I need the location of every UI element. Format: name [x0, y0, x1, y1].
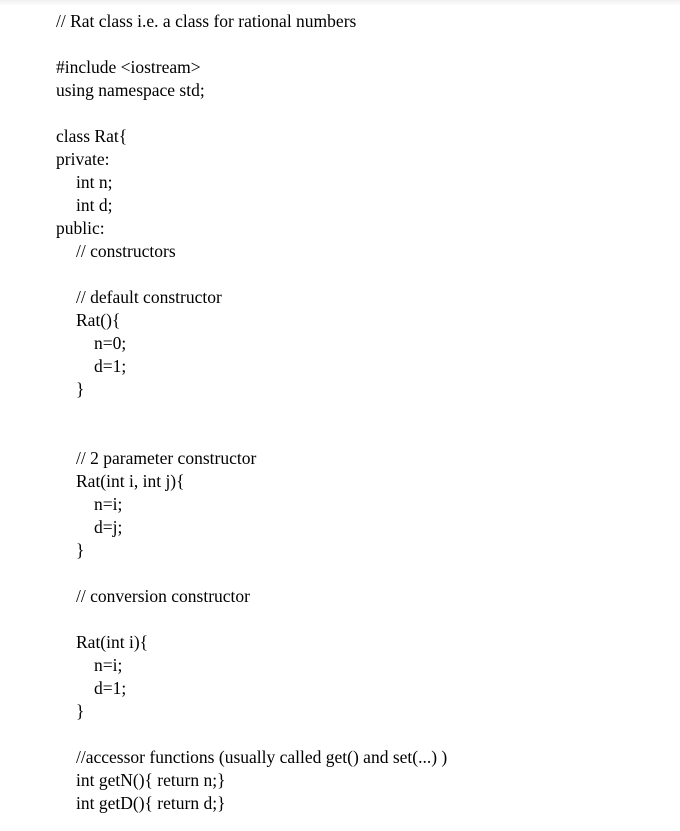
default-assign-d: d=1;: [94, 356, 127, 376]
getter-getD: int getD(){ return d;}: [76, 793, 226, 813]
two-param-assign-d: d=j;: [94, 517, 123, 537]
field-n: int n;: [76, 172, 113, 192]
conversion-constructor-signature: Rat(int i){: [76, 632, 149, 652]
comment-two-param-constructor: // 2 parameter constructor: [76, 448, 257, 468]
getter-getN: int getN(){ return n;}: [76, 770, 226, 790]
field-d: int d;: [76, 195, 113, 215]
two-param-assign-n: n=i;: [94, 494, 123, 514]
private-label: private:: [56, 149, 110, 169]
comment-constructors: // constructors: [76, 241, 176, 261]
include-line: #include <iostream>: [56, 57, 201, 77]
default-assign-n: n=0;: [94, 333, 127, 353]
page-top-edge: [0, 0, 680, 6]
comment-conversion-constructor: // conversion constructor: [76, 586, 250, 606]
namespace-line: using namespace std;: [56, 80, 205, 100]
comment-class-description: // Rat class i.e. a class for rational numbers: [56, 11, 357, 31]
comment-accessor-functions: //accessor functions (usually called get() and set(...) ): [76, 747, 448, 767]
two-param-constructor-signature: Rat(int i, int j){: [76, 471, 185, 491]
two-param-constructor-close: }: [76, 540, 85, 560]
public-label: public:: [56, 218, 105, 238]
default-constructor-signature: Rat(){: [76, 310, 121, 330]
conversion-assign-d: d=1;: [94, 678, 127, 698]
default-constructor-close: }: [76, 379, 85, 399]
comment-default-constructor: // default constructor: [76, 287, 222, 307]
conversion-assign-n: n=i;: [94, 655, 123, 675]
class-declaration: class Rat{: [56, 126, 128, 146]
conversion-constructor-close: }: [76, 701, 85, 721]
